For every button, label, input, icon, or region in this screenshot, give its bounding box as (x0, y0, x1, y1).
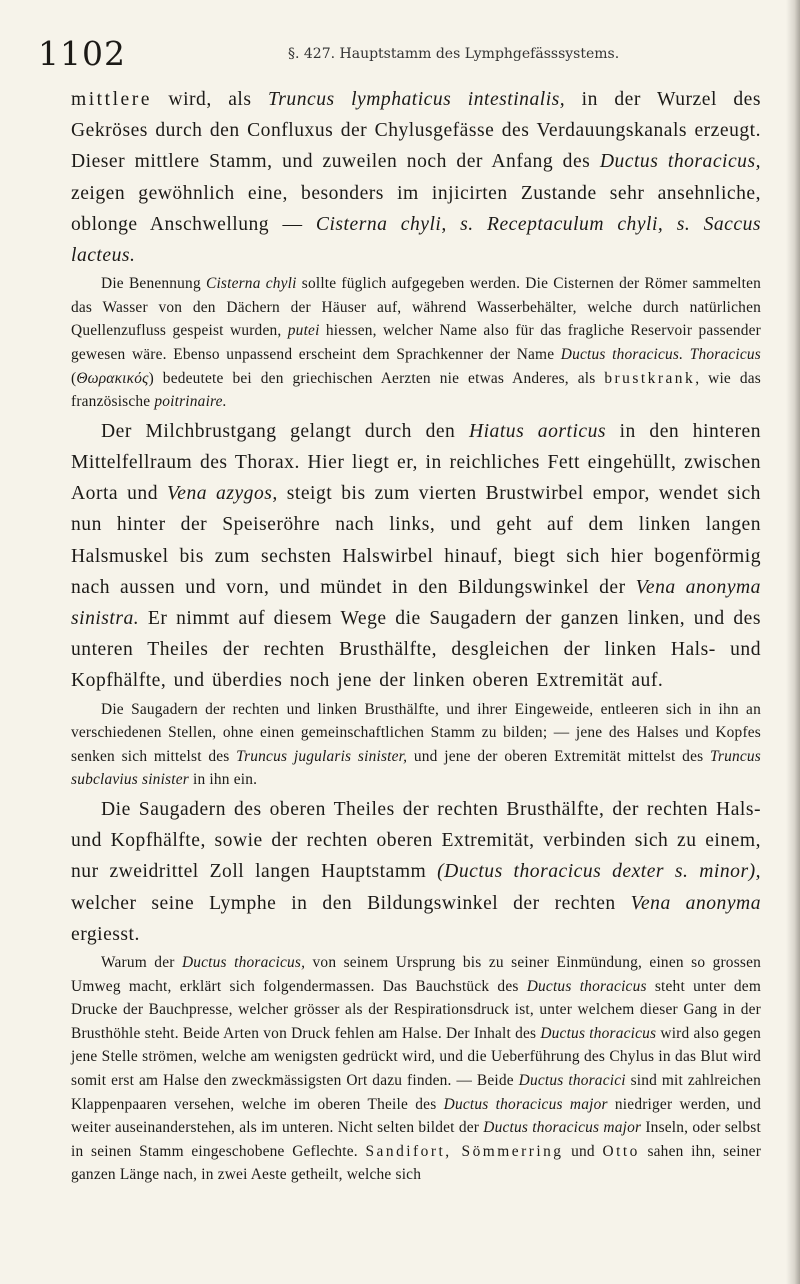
note-umweg: Warum der Ductus thoracicus, von seinem Ursprung bis zu seiner Einmündung, einen so grossen Umweg macht, erklärt sich folgendermassen. Das Bauchstück des Ductus thoracicus steht unter dem Drucke der Bauchpresse, welcher grösser als der Respirationsdruck ist, unter welchem dieser Gang in der Brusthöhle steht. Beide Arten von Druck fehlen am Halse. Der Inhalt des Ductus thoracicus wird also gegen jene Stelle strömen, welche am wenigsten gedrückt wird, und die Ueberführung des Chylus in das Blut wird somit erst am Halse den zweckmässigsten Ort dazu finden. — Beide Ductus thoracici sind mit zahlreichen Klappenpaaren versehen, welche im oberen Theile des Ductus thoracicus major niedriger werden, und weiter auseinanderstehen, als im unteren. Nicht selten bildet der Ductus thoracicus major Inseln, oder selbst in seinen Stamm eingeschobene Geflechte. Sandifort, Sömmerring und Otto sahen ihn, seiner ganzen Länge nach, in zwei Aeste getheilt, welche sich (71, 954, 762, 1184)
page-number: 1102 (38, 34, 126, 73)
page-header (38, 34, 758, 74)
note-benennung: Die Benennung Cisterna chyli sollte füglich aufgegeben werden. Die Cisternen der Römer sammelten das Wasser von den Dächern der Häuser auf, während Wasserbehälter, welche durch natürlichen Quellenzufluss gespeist wurden, putei hiessen, welcher Name also für das fragliche Reservoir passender gewesen wäre. Ebenso unpassend erscheint dem Sprachkenner der Name Ductus thoracicus. Thoracicus (Θωρακικός) bedeutete bei den griechischen Aerzten nie etwas Anderes, als brustkrank, wie das französische poitrinaire. (71, 275, 761, 411)
note-saugadern: Die Saugadern der rechten und linken Brusthälfte, und ihrer Eingeweide, entleeren sich in ihn an verschiedenen Stellen, ohne einen gemeinschaftlichen Stamm zu bilden; — jene des Halses und Kopfes senken sich mittelst des Truncus jugularis sinister, und jene der oberen Extremität mittelst des Truncus subclavius sinister in ihn ein. (71, 700, 761, 789)
page-edge-shadow (786, 0, 800, 1284)
paragraph-cisterna-chyli: mittlere wird, als Truncus lymphaticus intestinalis, in der Wurzel des Gekröses durch den Confluxus der Chylusgefässe des Verdauungskanals erzeugt. Dieser mittlere Stamm, und zuweilen noch der Anfang des Ductus thoracicus, zeigen gewöhnlich eine, besonders im injicirten Zustande sehr ansehnliche, oblonge Anschwellung — Cisterna chyli, s. Receptaculum chyli, s. Saccus lacteus. (71, 89, 762, 267)
paragraph-ductus-dexter: Die Saugadern des oberen Theiles der rechten Brusthälfte, der rechten Hals- und Kopfhälfte, sowie der rechten oberen Extremität, verbinden sich zu einem, nur zweidrittel Zoll langen Hauptstamm (Ductus thoracicus dexter s. minor), welcher seine Lymphe in den Bildungswinkel der rechten Vena anonyma ergiesst. (71, 798, 762, 945)
paragraph-milchbrustgang: Der Milchbrustgang gelangt durch den Hiatus aorticus in den hinteren Mittelfellraum des Thorax. Hier liegt er, in reichliches Fett eingehüllt, zwischen Aorta und Vena azygos, steigt bis zum vierten Brustwirbel empor, wendet sich nun hinter der Speiseröhre nach links, und geht auf dem linken langen Halsmuskel bis zum sechsten Halswirbel hinauf, biegt sich hier bogenförmig nach aussen und vorn, und mündet in den Bildungswinkel der Vena anonyma sinistra. Er nimmt auf diesem Wege die Saugadern der ganzen linken, und des unteren Theiles der rechten Brusthälfte, desgleichen der linken Hals- und Kopfhälfte, und überdies noch jene der linken oberen Extremität auf. (71, 420, 761, 692)
page-body (71, 84, 761, 1189)
running-title: §. 427. Hauptstamm des Lymphgefässsystems. (288, 46, 620, 62)
